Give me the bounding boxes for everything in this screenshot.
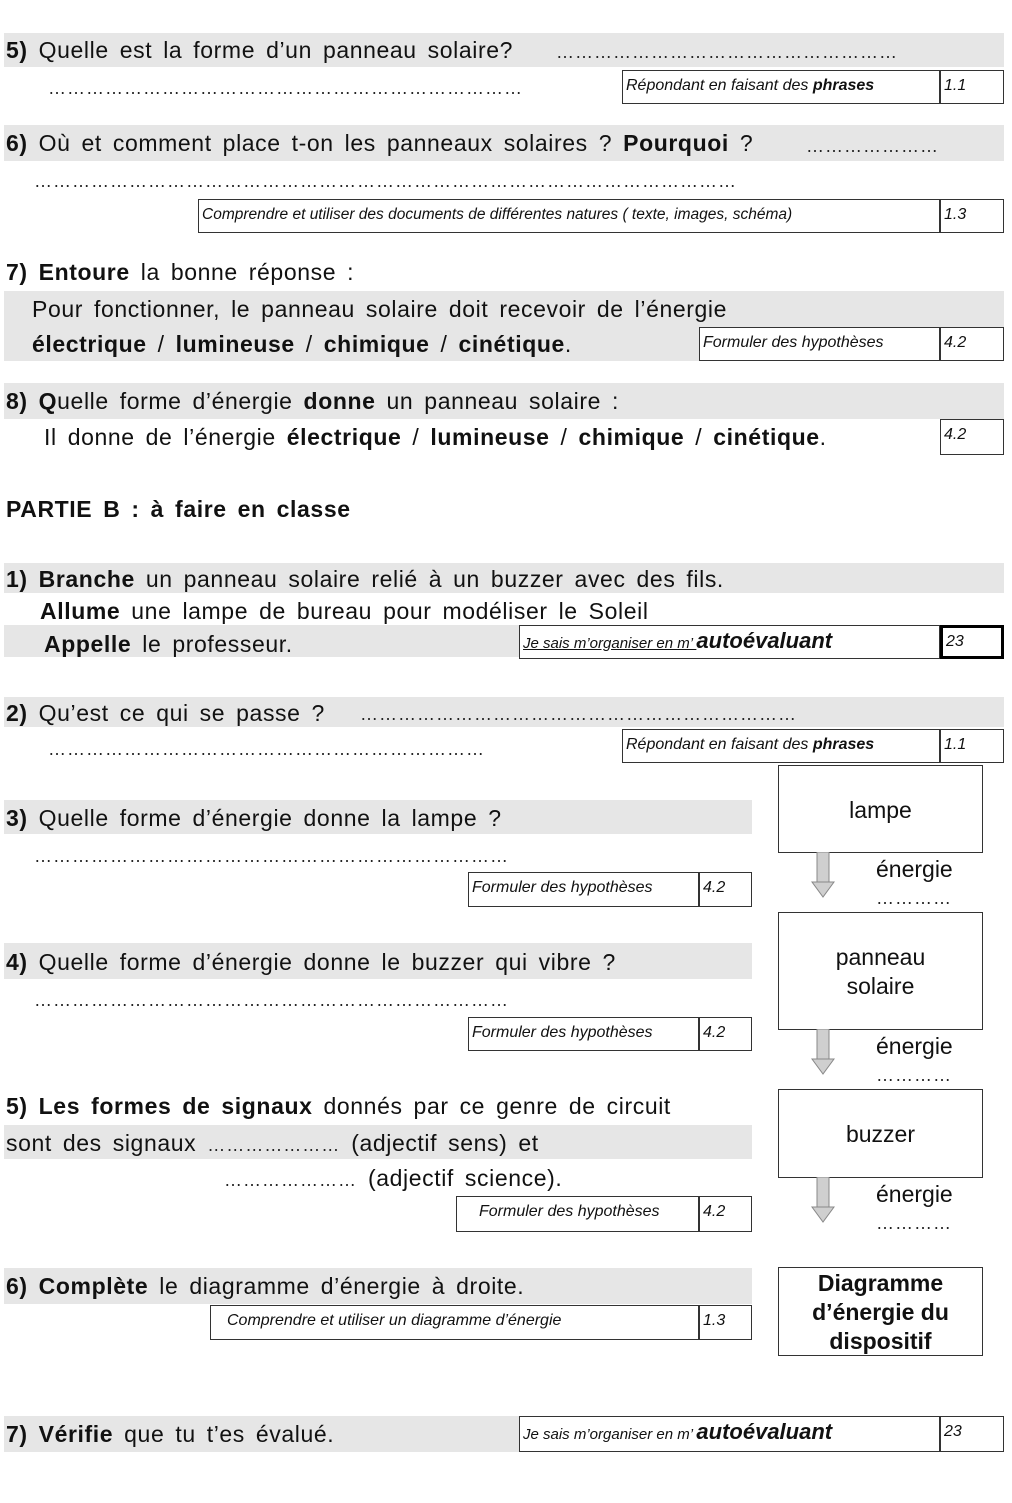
energy-label: énergie: [876, 856, 953, 882]
choice-chimique[interactable]: chimique: [578, 424, 685, 450]
q6-question: 6) Où et comment place t-on les panneaux solaires ? Pourquoi ?: [6, 130, 754, 156]
skill-box-diagram: Comprendre et utiliser un diagramme d’énergie: [210, 1305, 699, 1340]
down-arrow-icon: [811, 1029, 835, 1075]
q5-question: 5) Quelle est la forme d’un panneau solaire?: [6, 37, 514, 63]
choice-chimique[interactable]: chimique: [323, 331, 430, 357]
b5-line-3: ………………… (adjectif science).: [224, 1165, 563, 1191]
b5-line-2: sont des signaux ………………… (adjectif sens) et: [6, 1130, 539, 1156]
diagram-title-box: Diagramme d’énergie du dispositif: [778, 1267, 983, 1356]
diagram-box-buzzer: buzzer: [778, 1089, 983, 1178]
choice-electrique[interactable]: électrique: [32, 331, 147, 357]
b1-line-3: Appelle le professeur.: [44, 631, 293, 657]
b4-answer-dots[interactable]: …………………………………………………………………: [34, 990, 509, 1010]
b1-line-2: Allume une lampe de bureau pour modéliser le Soleil: [40, 598, 649, 624]
q7-choices: électrique / lumineuse / chimique / cinétique.: [32, 331, 572, 357]
skill-code-box: 4.2: [940, 327, 1004, 361]
choice-lumineuse[interactable]: lumineuse: [175, 331, 295, 357]
skill-code-box: 1.1: [940, 729, 1004, 763]
diagram-box-panneau-solaire: panneau solaire: [778, 912, 983, 1030]
skill-box-autoevaluation: Je sais m’organiser en m’ autoévaluant: [519, 1416, 940, 1452]
b3-answer-dots[interactable]: …………………………………………………………………: [34, 846, 509, 866]
b5-line-1: 5) Les formes de signaux donnés par ce genre de circuit: [6, 1093, 671, 1119]
q5-answer-dots-2[interactable]: …………………………………………………………………: [48, 78, 523, 98]
q5-answer-dots-1[interactable]: ………………………………………………: [556, 42, 898, 62]
down-arrow-icon: [811, 1177, 835, 1223]
q8-choices: Il donne de l’énergie électrique / lumineuse / chimique / cinétique.: [44, 424, 827, 450]
diagram-box-lampe: lampe: [778, 765, 983, 853]
skill-code-box: 1.1: [940, 70, 1004, 104]
energy-label: énergie: [876, 1033, 953, 1059]
b2-answer-dots-2[interactable]: ……………………………………………………………: [48, 739, 485, 759]
q8-question: 8) Quelle forme d’énergie donne un panneau solaire :: [6, 388, 619, 414]
skill-box-hypotheses: Formuler des hypothèses: [699, 327, 940, 361]
skill-code-box: 23: [940, 1416, 1004, 1452]
skill-box-phrases: Répondant en faisant des phrases: [622, 70, 940, 104]
q7-question: 7) Entoure la bonne réponse :: [6, 259, 355, 285]
b2-answer-dots-1[interactable]: ……………………………………………………………: [360, 704, 797, 724]
choice-cinetique[interactable]: cinétique: [713, 424, 820, 450]
skill-box-documents: Comprendre et utiliser des documents de différentes natures ( texte, images, schéma): [198, 199, 940, 233]
energy-blank-3[interactable]: …………: [876, 1213, 952, 1233]
choice-cinetique[interactable]: cinétique: [458, 331, 565, 357]
energy-label: énergie: [876, 1181, 953, 1207]
skill-box-hypotheses: Formuler des hypothèses: [456, 1196, 699, 1232]
skill-code-box: 4.2: [699, 1017, 752, 1051]
skill-code-box: 1.3: [940, 199, 1004, 233]
skill-code-box: 4.2: [699, 872, 752, 907]
b3-question: 3) Quelle forme d’énergie donne la lampe ?: [6, 805, 502, 831]
b6-instruction: 6) Complète le diagramme d’énergie à droite.: [6, 1273, 525, 1299]
b7-instruction: 7) Vérifie que tu t’es évalué.: [6, 1421, 335, 1447]
part-b-title: PARTIE B : à faire en classe: [6, 496, 351, 522]
skill-box-hypotheses: Formuler des hypothèses: [468, 872, 699, 907]
skill-box-autoevaluation: Je sais m’organiser en m’ autoévaluant: [519, 625, 940, 659]
skill-code-box: 4.2: [699, 1196, 752, 1232]
skill-code-box: 23: [940, 625, 1004, 659]
skill-code-box: 4.2: [940, 419, 1004, 455]
skill-code-box: 1.3: [699, 1305, 752, 1340]
b2-question: 2) Qu’est ce qui se passe ?: [6, 700, 325, 726]
b4-question: 4) Quelle forme d’énergie donne le buzzer qui vibre ?: [6, 949, 616, 975]
q6-answer-dots-1[interactable]: …………………: [806, 136, 939, 156]
choice-electrique[interactable]: électrique: [286, 424, 402, 450]
choice-lumineuse[interactable]: lumineuse: [430, 424, 550, 450]
q7-statement: Pour fonctionner, le panneau solaire doit recevoir de l’énergie: [32, 296, 728, 322]
energy-blank-1[interactable]: …………: [876, 888, 952, 908]
q6-answer-dots-2[interactable]: …………………………………………………………………………………………………: [34, 171, 737, 191]
energy-blank-2[interactable]: …………: [876, 1065, 952, 1085]
skill-box-hypotheses: Formuler des hypothèses: [468, 1017, 699, 1051]
b1-line-1: 1) Branche un panneau solaire relié à un buzzer avec des fils.: [6, 566, 724, 592]
b5-blank-2[interactable]: …………………: [224, 1170, 357, 1190]
skill-box-phrases: Répondant en faisant des phrases: [622, 729, 940, 763]
b5-blank-1[interactable]: …………………: [207, 1135, 341, 1155]
down-arrow-icon: [811, 852, 835, 898]
